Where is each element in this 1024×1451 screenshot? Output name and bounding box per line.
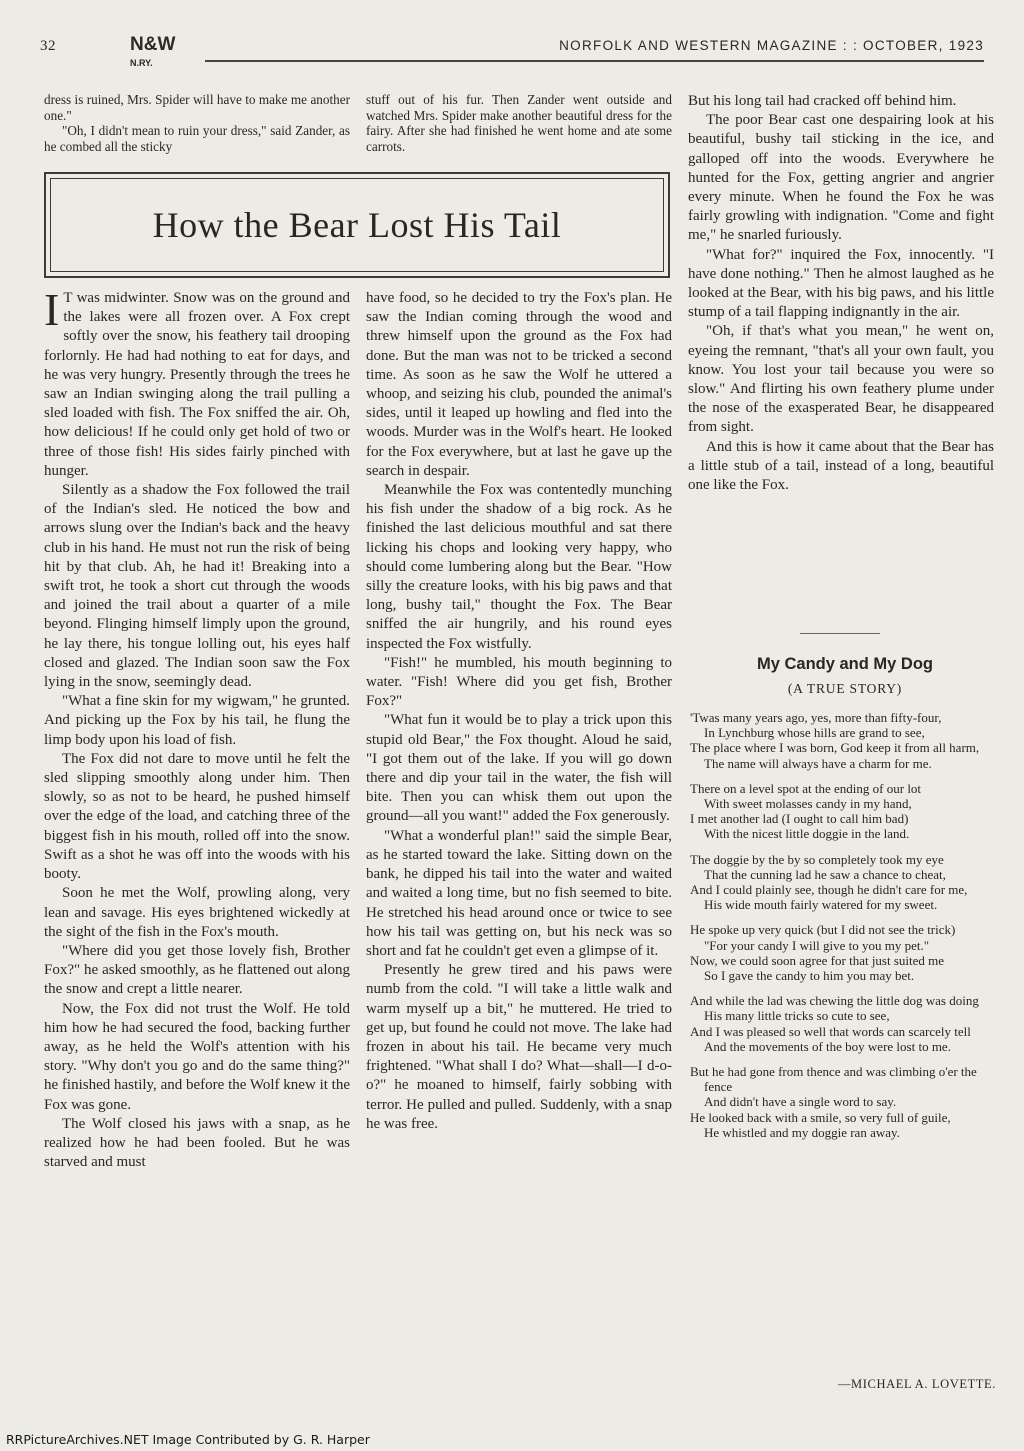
story-title: How the Bear Lost His Tail — [152, 205, 562, 245]
story-paragraph: But his long tail had cracked off behind him. — [688, 93, 957, 109]
story-paragraph: And this is how it came about that the Bear has a little stub of a tail, instead of a long, beautiful one like the Fox. — [688, 438, 994, 494]
page-number: 32 — [40, 38, 56, 54]
poem-stanza — [690, 922, 996, 983]
poem-line: But he had gone from thence and was climbing o'er the fence — [690, 1064, 977, 1095]
poem-stanza — [690, 1064, 996, 1140]
prev-story-col2 — [366, 92, 672, 154]
prev-paragraph: stuff out of his fur. Then Zander went outside and watched Mrs. Spider make another beautiful dress for the fairy. After she had finished he went home and ate some carrots. — [366, 92, 672, 154]
story-paragraph: "Fish!" he mumbled, his mouth beginning to water. "Fish! Where did you get fish, Brother Fox?" — [366, 654, 672, 710]
poem-line: With sweet molasses candy in my hand, — [704, 796, 912, 812]
story-paragraph — [44, 284, 350, 481]
poem-stanza — [690, 781, 996, 842]
poem-line: And the movements of the boy were lost to me. — [704, 1038, 951, 1054]
magazine-title: NORFOLK AND WESTERN MAGAZINE : : OCTOBER, 1923 — [559, 38, 984, 53]
story-paragraph: "What a wonderful plan!" said the simple Bear, as he started toward the lake. Sitting down on the bank, he dipped his tail into the water and waited and waited a long time, but no fish seemed to bite. He stretched his head around once or twice to see how his tail was getting on, but his neck was so short and fat he couldn't get even a glimpse of it. — [366, 827, 672, 959]
poem-line: He looked back with a smile, so very full of guile, — [690, 1109, 951, 1125]
header-rule — [205, 60, 984, 62]
prev-paragraph: "Oh, I didn't mean to ruin your dress," said Zander, as he combed all the sticky — [44, 123, 350, 154]
poem-stanza — [690, 710, 996, 771]
poem-line: And didn't have a single word to say. — [704, 1094, 897, 1110]
story-paragraph: "What for?" inquired the Fox, innocently. "I have done nothing." Then he almost laughed as he looked at the Bear, with his big paws, and his little stump of a tail flapping indignantly in the air. — [688, 246, 994, 321]
story-column-3 — [688, 92, 994, 495]
poem-stanza — [690, 852, 996, 913]
poem-line: His wide mouth fairly watered for my sweet. — [704, 897, 938, 913]
poem-line: And I was pleased so well that words can scarcely tell — [690, 1023, 971, 1039]
poem-line: In Lynchburg whose hills are grand to see, — [704, 725, 925, 741]
image-credit: RRPictureArchives.NET Image Contributed by G. R. Harper — [6, 1432, 370, 1447]
nw-logo: N&W — [130, 34, 176, 55]
poem-line: 'Twas many years ago, yes, more than fifty-four, — [690, 710, 942, 725]
story-paragraph: Meanwhile the Fox was contentedly munching his fish under the shadow of a big rock. As he finished the last delicious mouthful and sat there licking his chops and looking very happy, who should come lumbering along but the Bear. "How silly the creature looks, with his big paws and that long, bushy tail," thought the Fox. The Bear sniffed the air hungrily, and his round eyes inspected the Fox wistfully. — [366, 482, 672, 652]
story-paragraph: "What fun it would be to play a trick upon this stupid old Bear," the Fox thought. Aloud he said, "I got them out of the lake. If you will go down there and dip your tail in the water, the fish will bite. Then you can whisk them out upon the ground—all you want!" added the Fox generously. — [366, 712, 672, 825]
poem-line: He whistled and my doggie ran away. — [704, 1124, 900, 1140]
story-paragraph: The Wolf closed his jaws with a snap, as he realized how he had been fooled. But he was starved and must — [44, 1115, 350, 1171]
story-paragraph: Now, the Fox did not trust the Wolf. He told him how he had secured the food, backing further away, as he held the Wolf's attention with his story. "Why don't you go and do the same thing?" he finished hastily, and before the Wolf knew it the Fox was gone. — [44, 1000, 350, 1113]
poem-subtitle: (A TRUE STORY) — [787, 681, 903, 696]
story-paragraph: "What a fine skin for my wigwam," he grunted. And picking up the Fox by his tail, he flung the limp body upon his load of fish. — [44, 693, 350, 748]
poem-line: His many little tricks so cute to see, — [704, 1008, 890, 1024]
drop-cap: I — [44, 284, 60, 335]
poem-line: The name will always have a charm for me. — [704, 755, 932, 771]
poem-line: I met another lad (I ought to call him bad) — [690, 811, 909, 827]
story-paragraph: "Oh, if that's what you mean," he went on, eyeing the remnant, "that's all your own fault, you know. You lost your tail because you were so slow." And flirting his own feathery plume under the nose of the exasperated Bear, he disappeared from sight. — [688, 323, 994, 436]
poem-line: He spoke up very quick (but I did not see the trick) — [690, 922, 956, 938]
story-paragraph: Silently as a shadow the Fox followed the trail of the Indian's sled. He noticed the bow and arrows slung over the Indian's back and the heavy club in his hand. He must not run the risk of being hit by that club. Ah, he had it! Breaking into a swift trot, he took a short cut through the woods and joined the trail about a quarter of a mile beyond. Flinging himself limply upon the ground, he lay there, his tongue lolling out, his eyes half closed and glazed. The Indian soon saw the Fox lying in the snow, seemingly dead. — [44, 482, 350, 691]
story-paragraph: Presently he grew tired and his paws were numb from the cold. "I will take a little walk and warm myself up a bit," he muttered. He tried to get up, but found he could not move. The lake had frozen in about his tail. He became very much frightened. "What shall I do? What—shall—I d-o-o?" he moaned to himself, fairly sobbing with terror. He pulled and pulled. Suddenly, with a snap he was free. — [366, 962, 672, 1132]
poem-title: My Candy and My Dog — [756, 655, 933, 673]
nw-logo-sub: N.RY. — [130, 58, 153, 68]
section-divider — [800, 633, 880, 634]
poem-line: And while the lad was chewing the little dog was doing — [690, 993, 979, 1009]
story-paragraph: The poor Bear cast one despairing look at his beautiful, bushy tail sticking in the ice, and galloped off into the woods. Everywhere he hunted for the Fox, getting angrier and angrier every minute. When he found the Fox he was fairly growling with indignation. "Come and fight me," he snarled furiously. — [688, 112, 994, 244]
story-column-1 — [44, 284, 350, 1172]
story-paragraph-text: T was midwinter. Snow was on the ground and the lakes were all frozen over. A Fox crept softly over the snow, his feathery tail drooping forlornly. He had had nothing to eat for days, and he was very hungry. Presently through the trees he saw an Indian swinging along the trail pulling a sled loaded with fish. The Fox sniffed the air. Oh, how delicious! If he could only get hold of two or three of those fish! His sides fairly pinched with hunger. — [44, 290, 350, 479]
prev-paragraph: dress is ruined, Mrs. Spider will have to make me another one." — [44, 92, 350, 123]
story-title-box — [44, 172, 670, 278]
poem-line: There on a level spot at the ending of our lot — [690, 780, 922, 796]
poem-body — [690, 710, 996, 1150]
story-column-2 — [366, 289, 672, 1134]
poem-line: "For your candy I will give to you my pet." — [704, 937, 930, 953]
poem-line: The doggie by the by so completely took my eye — [690, 851, 944, 867]
poem-line: With the nicest little doggie in the land. — [704, 826, 910, 842]
poem-stanza — [690, 993, 996, 1054]
prev-story-col1 — [44, 92, 350, 154]
story-paragraph: The Fox did not dare to move until he felt the sled slipping smoothly along under him. Then slowly, so as not to be heard, he pushed himself over the edge of the load, and catching three of the biggest fish in his mouth, rolled off into the snow. Swift as a shot he was off into the woods with his booty. — [44, 750, 350, 883]
poem-line: That the cunning lad he saw a chance to cheat, — [704, 866, 946, 882]
story-paragraph: Soon he met the Wolf, prowling along, very lean and savage. His eyes brightened wickedly at the sight of the fish in the Fox's mouth. — [44, 885, 350, 940]
story-paragraph: have food, so he decided to try the Fox's plan. He saw the Indian coming through the wood and threw himself upon the ground as the Fox had done. But the man was not to be tricked a second time. As soon as he saw the Wolf he uttered a whoop, and seizing his club, pounded the animal's sides, until it leaped up howling and fled into the woods. Murder was in the Wolf's heart. He looked for the Fox everywhere, but at last he gave up the search in despair. — [366, 290, 672, 479]
poem-line: Now, we could soon agree for that just suited me — [690, 952, 945, 968]
poem-line: And I could plainly see, though he didn't care for me, — [690, 882, 968, 898]
poem-author: —MICHAEL A. LOVETTE. — [837, 1377, 996, 1391]
poem-line: The place where I was born, God keep it from all harm, — [690, 740, 980, 756]
story-paragraph: "Where did you get those lovely fish, Brother Fox?" he asked smoothly, as he flattened out along the snow and crept a little nearer. — [44, 942, 350, 998]
poem-line: So I gave the candy to him you may bet. — [704, 968, 915, 984]
